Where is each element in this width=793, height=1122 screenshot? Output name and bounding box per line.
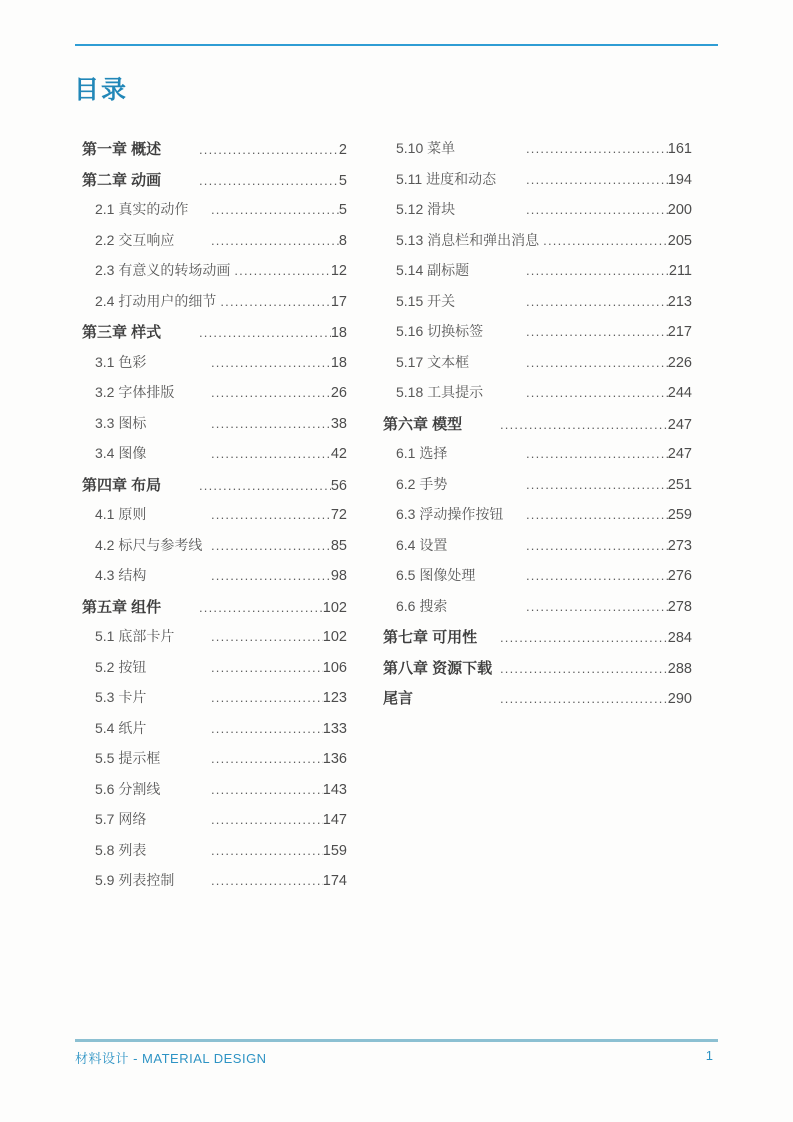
toc-right-column bbox=[383, 138, 692, 718]
toc-entry-label: 6.3 浮动操作按钮 bbox=[396, 506, 504, 522]
toc-entry bbox=[82, 321, 347, 352]
toc-entry-label: 5.11 进度和动态 bbox=[396, 170, 497, 187]
toc-entry-page: 259 bbox=[667, 507, 692, 523]
toc-entry-label: 4.3 结构 bbox=[95, 567, 147, 583]
toc-entry-page: 42 bbox=[330, 446, 347, 462]
toc-entry-page: 284 bbox=[667, 630, 692, 646]
toc-entry-label: 3.2 字体排版 bbox=[95, 384, 175, 400]
toc-entry bbox=[82, 779, 347, 810]
toc-entry-label: 3.1 色彩 bbox=[95, 353, 147, 370]
toc-entry-page: 102 bbox=[322, 629, 347, 645]
toc-leader-dots bbox=[220, 294, 331, 309]
toc-leader-dots bbox=[526, 355, 668, 370]
toc-entry bbox=[82, 596, 347, 627]
toc-leader-dots bbox=[234, 263, 331, 278]
toc-leader-dots bbox=[526, 599, 668, 614]
toc-leader-dots bbox=[211, 751, 323, 766]
toc-entry-label: 5.12 滑块 bbox=[396, 201, 456, 217]
toc-entry bbox=[82, 138, 347, 169]
page-title: 目录 bbox=[74, 76, 129, 104]
toc-leader-dots bbox=[526, 446, 668, 461]
toc-leader-dots bbox=[500, 691, 668, 706]
toc-entry-page: 143 bbox=[322, 781, 347, 798]
toc-entry-page: 26 bbox=[330, 385, 347, 401]
toc-entry-page: 136 bbox=[322, 751, 347, 767]
toc-entry bbox=[383, 626, 692, 657]
toc-entry-page: 102 bbox=[322, 599, 347, 616]
toc-entry-page: 38 bbox=[330, 415, 347, 432]
toc-entry-label: 4.2 标尺与参考线 bbox=[95, 536, 203, 553]
toc-entry bbox=[383, 138, 692, 169]
table-of-contents bbox=[82, 138, 692, 901]
toc-entry-label: 2.3 有意义的转场动画 bbox=[95, 262, 231, 278]
toc-leader-dots bbox=[526, 385, 668, 400]
toc-entry bbox=[82, 565, 347, 596]
toc-entry-page: 12 bbox=[330, 263, 347, 279]
toc-entry-page: 98 bbox=[330, 568, 347, 584]
toc-entry-label: 5.15 开关 bbox=[396, 292, 456, 309]
toc-leader-dots bbox=[211, 416, 331, 431]
toc-entry bbox=[82, 260, 347, 291]
toc-entry-page: 213 bbox=[667, 293, 692, 310]
footer-document-title: 材料设计 - MATERIAL DESIGN bbox=[75, 1051, 267, 1066]
toc-entry bbox=[383, 169, 692, 200]
toc-entry-label: 5.7 网络 bbox=[95, 811, 147, 827]
toc-entry-page: 147 bbox=[322, 812, 347, 828]
toc-entry-label: 5.1 底部卡片 bbox=[95, 628, 175, 644]
toc-leader-dots bbox=[526, 507, 668, 522]
toc-entry-page: 56 bbox=[330, 477, 347, 494]
toc-leader-dots bbox=[211, 812, 323, 827]
toc-entry-page: 205 bbox=[667, 232, 692, 249]
toc-entry bbox=[82, 230, 347, 261]
toc-entry bbox=[383, 657, 692, 688]
toc-entry-label: 5.6 分割线 bbox=[95, 780, 161, 797]
toc-leader-dots bbox=[211, 843, 323, 858]
toc-leader-dots bbox=[211, 690, 323, 705]
top-divider-rule bbox=[75, 44, 718, 46]
toc-entry bbox=[383, 352, 692, 383]
toc-leader-dots bbox=[199, 600, 323, 615]
toc-entry bbox=[383, 199, 692, 230]
toc-entry bbox=[383, 260, 692, 291]
toc-entry bbox=[383, 687, 692, 718]
toc-entry-label: 3.3 图标 bbox=[95, 414, 147, 431]
toc-leader-dots bbox=[211, 202, 339, 217]
toc-entry-page: 290 bbox=[667, 691, 692, 707]
toc-entry bbox=[82, 169, 347, 200]
toc-entry bbox=[82, 748, 347, 779]
toc-leader-dots bbox=[500, 630, 668, 645]
toc-leader-dots bbox=[199, 325, 331, 340]
toc-entry-label: 2.4 打动用户的细节 bbox=[95, 292, 217, 309]
toc-entry-label: 6.4 设置 bbox=[396, 536, 448, 553]
toc-entry-page: 18 bbox=[330, 325, 347, 341]
toc-entry-label: 5.3 卡片 bbox=[95, 689, 147, 705]
toc-entry-page: 5 bbox=[338, 202, 347, 218]
toc-leader-dots bbox=[526, 294, 668, 309]
toc-entry bbox=[82, 504, 347, 535]
toc-entry-label: 6.2 手势 bbox=[396, 475, 448, 492]
toc-entry-page: 247 bbox=[667, 416, 692, 433]
toc-leader-dots bbox=[211, 507, 331, 522]
toc-leader-dots bbox=[211, 385, 331, 400]
toc-leader-dots bbox=[199, 173, 339, 188]
toc-entry-page: 72 bbox=[330, 507, 347, 523]
toc-entry-page: 217 bbox=[667, 324, 692, 340]
toc-leader-dots bbox=[211, 873, 323, 888]
toc-entry bbox=[82, 199, 347, 230]
toc-entry bbox=[383, 535, 692, 566]
toc-entry-page: 161 bbox=[667, 141, 692, 157]
toc-entry bbox=[383, 413, 692, 444]
toc-entry-page: 106 bbox=[322, 659, 347, 676]
toc-leader-dots bbox=[211, 721, 323, 736]
toc-leader-dots bbox=[526, 477, 668, 492]
toc-entry-page: 85 bbox=[330, 537, 347, 554]
toc-leader-dots bbox=[211, 568, 331, 583]
toc-entry-label: 5.17 文本框 bbox=[396, 353, 470, 370]
toc-leader-dots bbox=[211, 629, 323, 644]
toc-entry bbox=[82, 809, 347, 840]
toc-leader-dots bbox=[500, 661, 668, 676]
toc-leader-dots bbox=[211, 660, 323, 675]
toc-entry-label: 尾言 bbox=[383, 690, 414, 707]
toc-leader-dots bbox=[199, 478, 331, 493]
toc-entry-page: 200 bbox=[667, 202, 692, 218]
toc-entry-label: 5.16 切换标签 bbox=[396, 323, 484, 339]
toc-entry-label: 2.2 交互响应 bbox=[95, 231, 175, 248]
toc-entry-label: 第五章 组件 bbox=[82, 598, 162, 616]
toc-entry-page: 276 bbox=[667, 568, 692, 584]
toc-entry-label: 5.10 菜单 bbox=[396, 140, 456, 156]
toc-entry bbox=[82, 657, 347, 688]
toc-entry-label: 4.1 原则 bbox=[95, 506, 147, 522]
toc-leader-dots bbox=[500, 417, 668, 432]
toc-entry bbox=[383, 474, 692, 505]
toc-entry-page: 273 bbox=[667, 537, 692, 554]
toc-entry-page: 251 bbox=[667, 476, 692, 493]
toc-left-column bbox=[82, 138, 347, 901]
toc-entry-page: 18 bbox=[330, 354, 347, 371]
toc-entry bbox=[82, 443, 347, 474]
toc-leader-dots bbox=[211, 355, 331, 370]
toc-leader-dots bbox=[526, 202, 668, 217]
toc-entry-label: 第六章 模型 bbox=[383, 415, 463, 433]
toc-entry-label: 5.9 列表控制 bbox=[95, 872, 175, 888]
toc-entry-label: 6.1 选择 bbox=[396, 445, 448, 461]
toc-entry-label: 5.13 消息栏和弹出消息 bbox=[396, 231, 540, 248]
footer-divider-rule bbox=[75, 1039, 718, 1042]
toc-entry-label: 3.4 图像 bbox=[95, 445, 147, 461]
toc-entry-page: 123 bbox=[322, 690, 347, 706]
footer-page-number: 1 bbox=[705, 1048, 713, 1063]
toc-entry bbox=[383, 443, 692, 474]
toc-entry-label: 第三章 样式 bbox=[82, 324, 162, 341]
toc-leader-dots bbox=[543, 233, 668, 248]
toc-entry-label: 第一章 概述 bbox=[82, 141, 162, 158]
toc-leader-dots bbox=[526, 324, 668, 339]
toc-entry-label: 2.1 真实的动作 bbox=[95, 201, 189, 217]
toc-leader-dots bbox=[211, 446, 331, 461]
toc-entry bbox=[82, 474, 347, 505]
toc-leader-dots bbox=[526, 263, 669, 278]
toc-leader-dots bbox=[526, 141, 668, 156]
toc-entry-label: 第八章 资源下载 bbox=[383, 659, 493, 677]
toc-entry-page: 288 bbox=[667, 660, 692, 677]
toc-entry bbox=[82, 352, 347, 383]
toc-entry-page: 5 bbox=[338, 172, 347, 189]
toc-entry-label: 5.5 提示框 bbox=[95, 750, 161, 766]
toc-leader-dots bbox=[211, 233, 339, 248]
toc-entry bbox=[82, 718, 347, 749]
toc-entry-label: 第二章 动画 bbox=[82, 171, 162, 189]
toc-entry bbox=[82, 687, 347, 718]
toc-entry-label: 第四章 布局 bbox=[82, 476, 162, 494]
toc-entry bbox=[383, 321, 692, 352]
toc-leader-dots bbox=[199, 142, 339, 157]
toc-entry-page: 17 bbox=[330, 293, 347, 310]
toc-entry-page: 159 bbox=[322, 842, 347, 859]
toc-entry bbox=[383, 291, 692, 322]
toc-leader-dots bbox=[526, 172, 668, 187]
toc-entry bbox=[82, 840, 347, 871]
toc-entry-page: 133 bbox=[322, 720, 347, 737]
toc-entry bbox=[383, 565, 692, 596]
toc-entry bbox=[82, 413, 347, 444]
toc-entry-label: 6.5 图像处理 bbox=[396, 567, 476, 583]
toc-entry bbox=[82, 291, 347, 322]
toc-entry bbox=[82, 870, 347, 901]
toc-entry bbox=[82, 535, 347, 566]
toc-entry bbox=[383, 504, 692, 535]
toc-entry-label: 6.6 搜索 bbox=[396, 597, 448, 614]
toc-leader-dots bbox=[211, 538, 331, 553]
toc-leader-dots bbox=[211, 782, 323, 797]
toc-entry-label: 5.14 副标题 bbox=[396, 262, 470, 278]
toc-entry-label: 5.18 工具提示 bbox=[396, 384, 484, 400]
toc-entry bbox=[383, 230, 692, 261]
toc-entry-page: 247 bbox=[667, 446, 692, 462]
toc-entry-page: 278 bbox=[667, 598, 692, 615]
toc-entry-page: 244 bbox=[667, 385, 692, 401]
toc-entry bbox=[383, 596, 692, 627]
toc-entry-label: 5.4 纸片 bbox=[95, 719, 147, 736]
toc-leader-dots bbox=[526, 538, 668, 553]
toc-entry bbox=[82, 382, 347, 413]
toc-entry-label: 5.2 按钮 bbox=[95, 658, 147, 675]
toc-entry-page: 174 bbox=[322, 873, 347, 889]
toc-entry-page: 211 bbox=[668, 263, 692, 279]
toc-entry-page: 8 bbox=[338, 232, 347, 249]
toc-entry-page: 2 bbox=[338, 142, 347, 158]
toc-entry bbox=[383, 382, 692, 413]
toc-entry-label: 第七章 可用性 bbox=[383, 629, 478, 646]
toc-entry bbox=[82, 626, 347, 657]
toc-leader-dots bbox=[526, 568, 668, 583]
toc-entry-label: 5.8 列表 bbox=[95, 841, 147, 858]
toc-entry-page: 194 bbox=[667, 171, 692, 188]
toc-entry-page: 226 bbox=[667, 354, 692, 371]
